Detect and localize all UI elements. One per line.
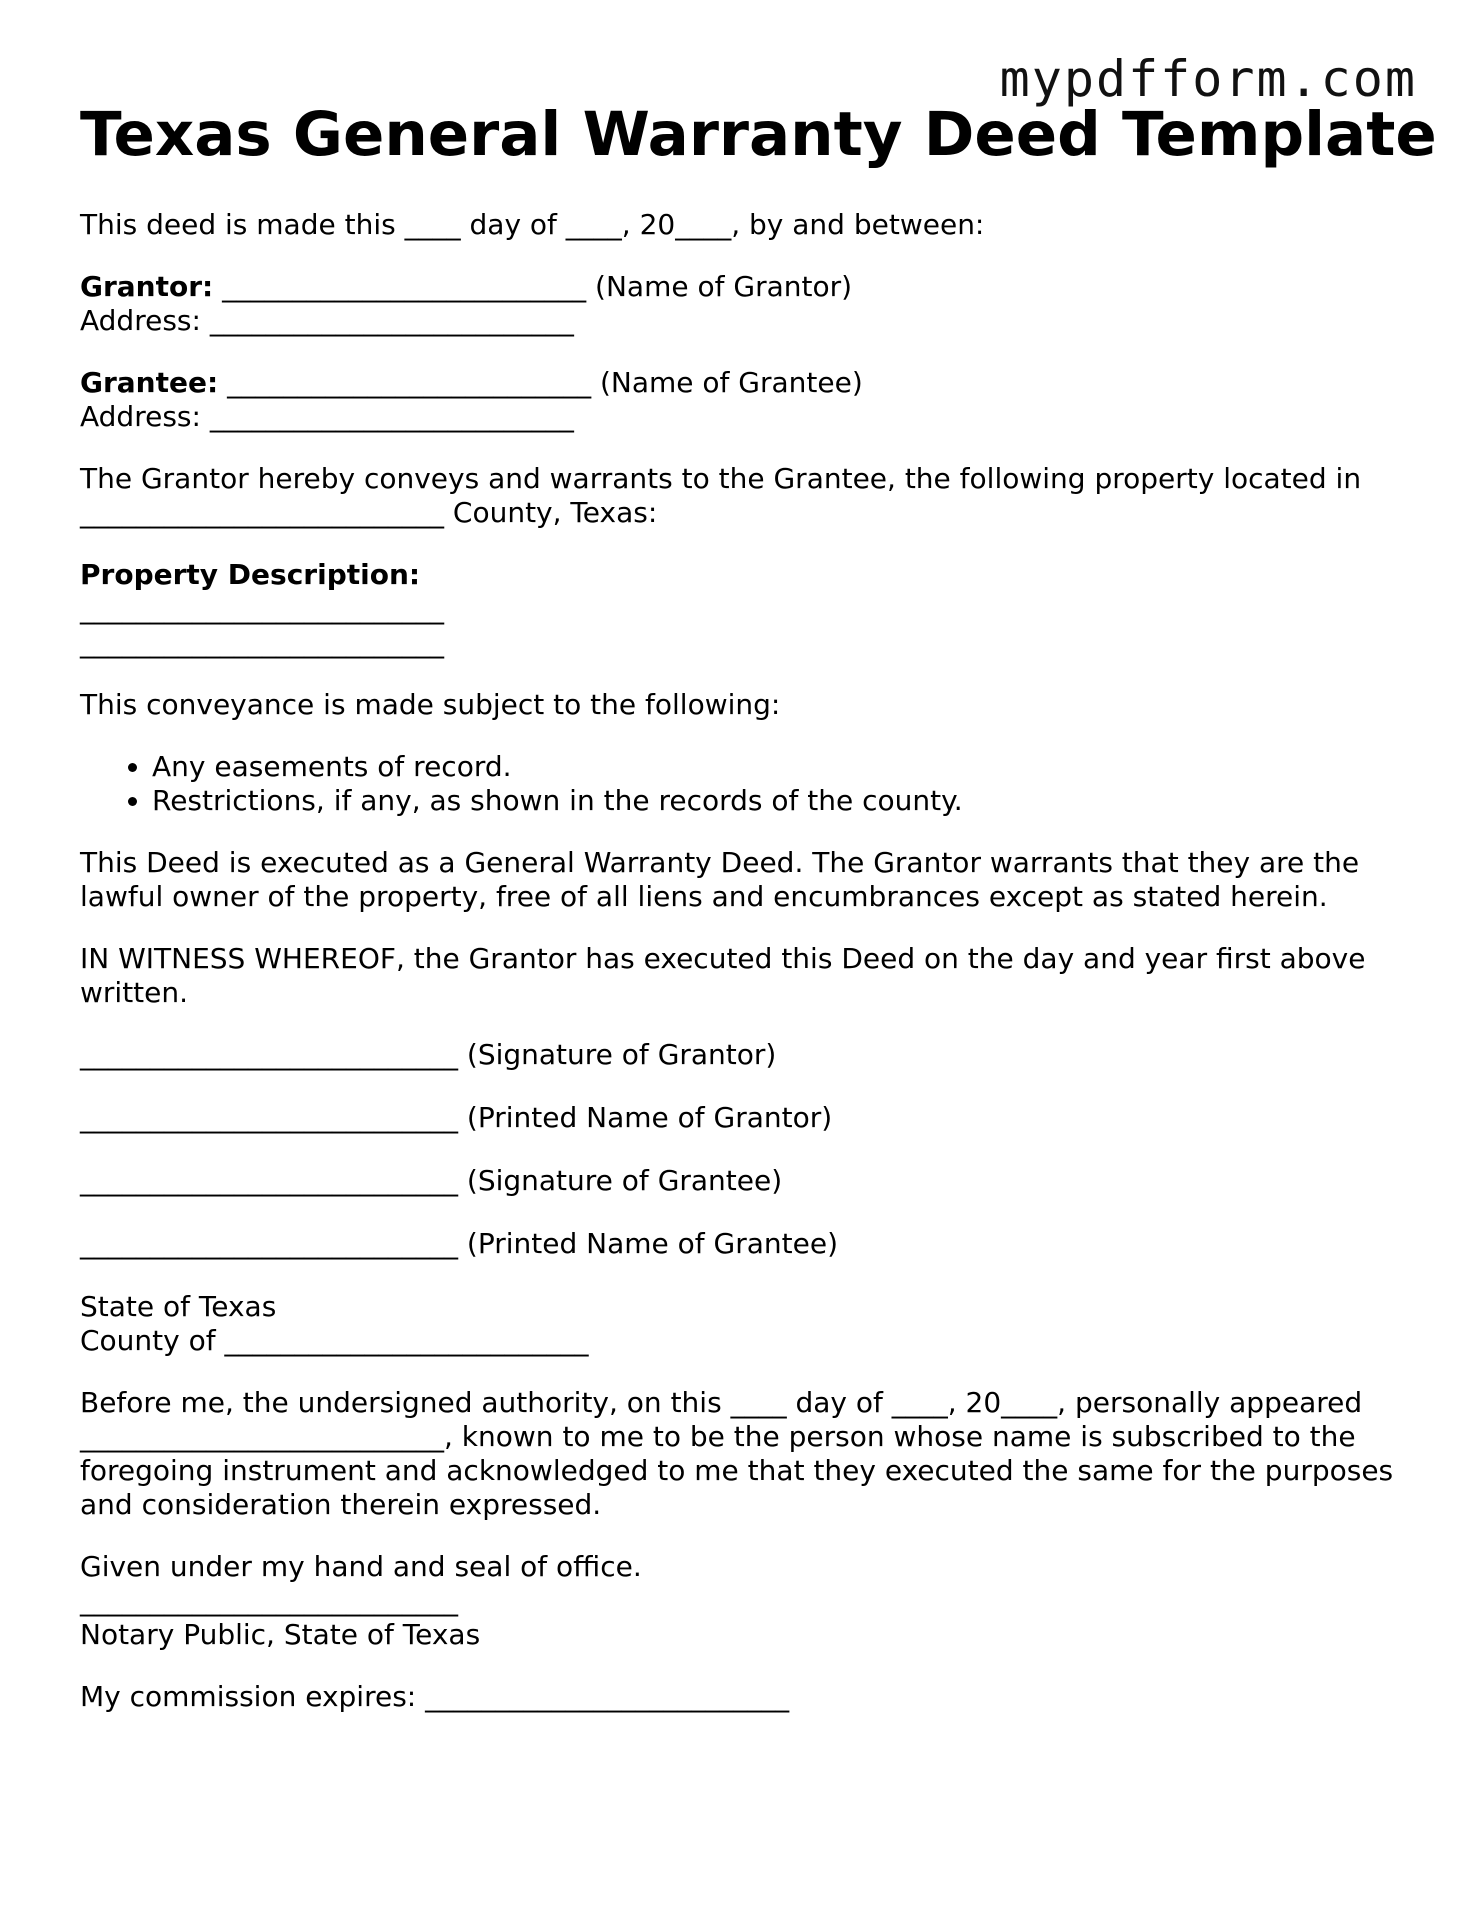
seal-statement: Given under my hand and seal of office. (80, 1550, 642, 1584)
commission-expires-field[interactable]: My commission expires: __________________________ (80, 1680, 790, 1714)
notary-title: Notary Public, State of Texas (80, 1618, 481, 1652)
grantor-label: Grantor: (80, 270, 214, 304)
list-item: • Restrictions, if any, as shown in the records of the county. (152, 784, 1400, 818)
grantee-name-field[interactable]: __________________________ (Name of Grantee) (218, 366, 863, 400)
grantor-signature-line[interactable]: ___________________________ (Signature of Grantor) (80, 1038, 777, 1072)
grantee-printed-name-line[interactable]: ___________________________ (Printed Name of Grantee) (80, 1227, 838, 1261)
conveyance-paragraph: The Grantor hereby conveys and warrants to the Grantee, the following property located in __________________________ County, Texas: (80, 462, 1362, 530)
intro-paragraph: This deed is made this ____ day of ____, 20____, by and between: (80, 208, 985, 242)
notary-county-field[interactable]: County of __________________________ (80, 1324, 589, 1358)
grantor-section (80, 270, 1400, 338)
subject-intro: This conveyance is made subject to the following: (80, 688, 781, 722)
subject-list (80, 750, 1400, 818)
grantee-address-field[interactable]: Address: __________________________ (80, 400, 574, 434)
site-watermark: mypdfform.com (999, 50, 1417, 108)
grantee-section (80, 366, 1400, 434)
notary-signature-line[interactable]: ___________________________ (80, 1584, 458, 1618)
property-description-label: Property Description: (80, 558, 421, 592)
list-item: • Any easements of record. (152, 750, 1400, 784)
property-description-section (80, 558, 1400, 660)
notary-state: State of Texas (80, 1290, 277, 1324)
notary-venue (80, 1290, 1400, 1358)
notary-block (80, 1550, 1400, 1652)
deed-document (80, 99, 1437, 1742)
acknowledgment-paragraph: Before me, the undersigned authority, on this ____ day of ____, 20____, personally appeared __________________________, known to me to be the person whose name is subscribed to the foregoing instrument and acknowledged to me that they executed the same for the purposes and consideration therein expressed. (80, 1386, 1394, 1522)
property-description-line-1[interactable]: __________________________ (80, 592, 444, 626)
grantor-name-field[interactable]: __________________________ (Name of Grantor) (213, 270, 853, 304)
grantor-address-field[interactable]: Address: __________________________ (80, 304, 574, 338)
grantor-printed-name-line[interactable]: ___________________________ (Printed Name of Grantor) (80, 1101, 833, 1135)
grantee-label: Grantee: (80, 366, 219, 400)
witness-paragraph: IN WITNESS WHEREOF, the Grantor has executed this Deed on the day and year first above written. (80, 942, 1366, 1010)
document-title: Texas General Warranty Deed Template (80, 99, 1437, 170)
warranty-paragraph: This Deed is executed as a General Warranty Deed. The Grantor warrants that they are the lawful owner of the property, free of all liens and encumbrances except as stated herein. (80, 846, 1360, 914)
grantee-signature-line[interactable]: ___________________________ (Signature of Grantee) (80, 1164, 783, 1198)
property-description-line-2[interactable]: __________________________ (80, 626, 444, 660)
